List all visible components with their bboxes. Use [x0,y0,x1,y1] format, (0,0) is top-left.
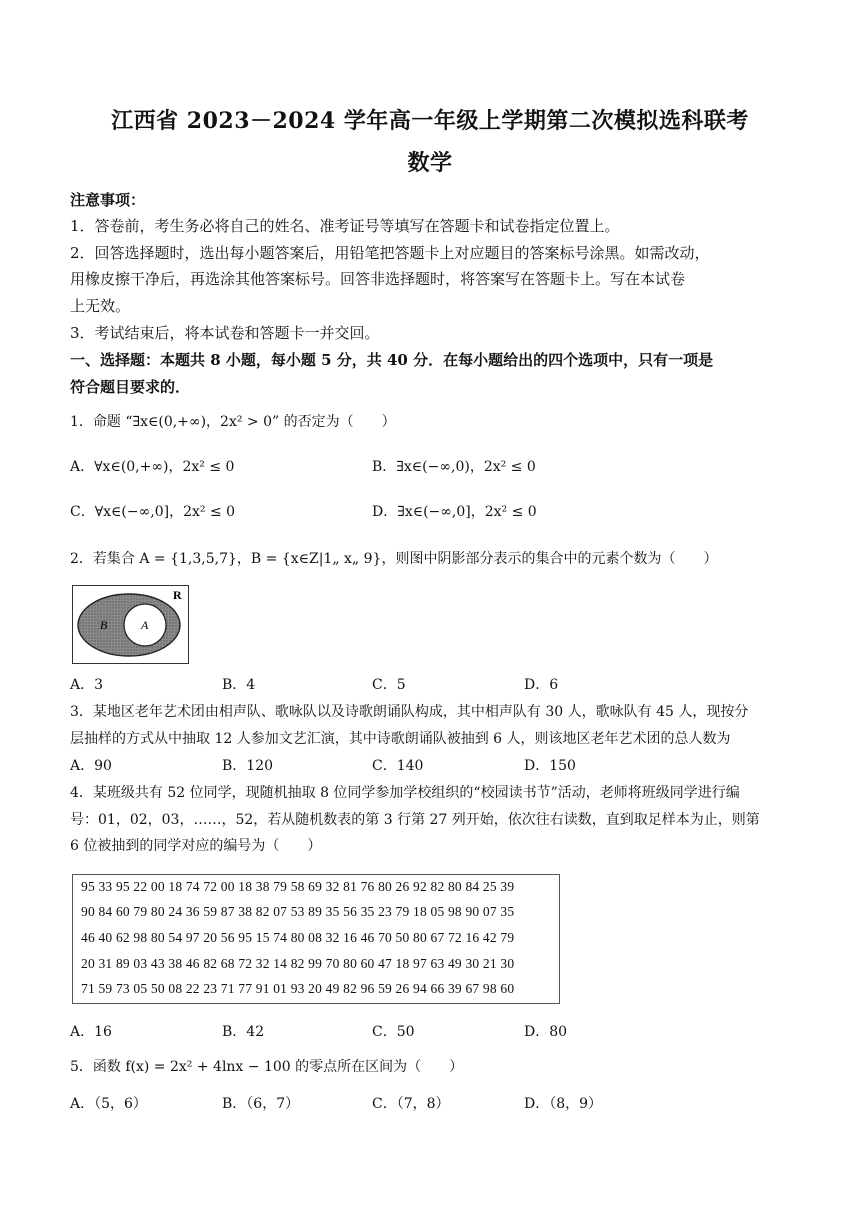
universe-label: R [173,588,182,602]
notice-item-3: 3．考试结束后，将本试卷和答题卡一并交回。 [70,324,380,342]
question-3-line-2: 层抽样的方式从中抽取 12 人参加文艺汇演，其中诗歌朗诵队被抽到 6 人，则该地区老年艺术团的总人数为 [70,731,731,747]
q4-option-c: C．50 [372,1024,415,1040]
section-heading: 一、选择题：本题共 8 小题，每小题 5 分，共 40 分．在每小题给出的四个选项中，只有一项是 [70,351,714,369]
q3-option-b: B．120 [222,758,274,774]
notice-item-2-cont: 用橡皮擦干净后，再选涂其他答案标号。回答非选择题时，将答案写在答题卡上。写在本试卷 [70,270,686,288]
q5-option-a: A．（5，6） [70,1096,147,1112]
question-2-stem: 2．若集合 A = {1,3,5,7}，B = {x∈Z|1„ x„ 9}，则图中阴影部分表示的集合中的元素个数为（ ） [70,551,718,567]
question-3-line-1: 3．某地区老年艺术团由相声队、歌咏队以及诗歌朗诵队构成，其中相声队有 30 人，歌咏队有 45 人，现按分 [70,704,749,720]
q4-option-d: D．80 [524,1024,568,1040]
question-5-stem: 5．函数 f(x) = 2x² + 4lnx − 100 的零点所在区间为（ ） [70,1059,464,1075]
q2-option-a: A．3 [70,677,104,693]
q4-option-a: A．16 [70,1024,112,1040]
set-b-label: B [100,618,108,632]
q2-option-b: B．4 [222,677,256,693]
random-table-row-1: 95 33 95 22 00 18 74 72 00 18 38 79 58 69 32 81 76 80 26 92 82 80 84 25 39 [81,879,515,894]
question-4-line-3: 6 位被抽到的同学对应的编号为（ ） [70,838,322,854]
q1-option-b: B．∃x∈(−∞,0)，2x² ≤ 0 [372,459,536,475]
q1-option-c: C．∀x∈(−∞,0]，2x² ≤ 0 [70,504,236,520]
q3-option-d: D．150 [524,758,576,774]
set-a-label: A [141,618,149,632]
notice-item-2-end: 上无效。 [70,297,131,315]
venn-svg [73,586,187,662]
exam-title: 江西省 2023－2024 学年高一年级上学期第二次模拟选科联考 [111,108,749,134]
q2-option-d: D．6 [524,677,559,693]
random-table-row-2: 90 84 60 79 80 24 36 59 87 38 82 07 53 89 35 56 35 23 79 18 05 98 90 07 35 [81,904,515,919]
notice-heading: 注意事项： [70,191,146,209]
q5-option-d: D．（8，9） [524,1096,603,1112]
question-1-stem: 1．命题 “∃x∈(0,+∞)，2x² > 0” 的否定为（ ） [70,414,396,430]
random-table-row-5: 71 59 73 05 50 08 22 23 71 77 91 01 93 20 49 82 96 59 26 94 66 39 67 98 60 [81,981,515,996]
question-4-line-1: 4．某班级共有 52 位同学，现随机抽取 8 位同学参加学校组织的“校园读书节”活动，老师将班级同学进行编 [70,785,740,801]
question-4-line-2: 号：01，02，03，……，52，若从随机数表的第 3 行第 27 列开始，依次往右读数，直到取足样本为止，则第 [70,812,760,828]
q5-option-b: B．（6，7） [222,1096,300,1112]
q3-option-c: C．140 [372,758,424,774]
random-number-table [72,874,560,1004]
notice-item-2: 2．回答选择题时，选出每小题答案后，用铅笔把答题卡上对应题目的答案标号涂黑。如需改动， [70,244,710,262]
section-heading-cont: 符合题目要求的． [70,378,191,396]
notice-item-1: 1．答卷前，考生务必将自己的姓名、准考证号等填写在答题卡和试卷指定位置上。 [70,217,620,235]
q4-option-b: B．42 [222,1024,265,1040]
q3-option-a: A．90 [70,758,112,774]
venn-diagram [72,585,189,664]
q2-option-c: C．5 [372,677,406,693]
random-table-row-3: 46 40 62 98 80 54 97 20 56 95 15 74 80 08 32 16 46 70 50 80 67 72 16 42 79 [81,930,515,945]
subject-title: 数学 [407,150,453,176]
q5-option-c: C．（7，8） [372,1096,450,1112]
q1-option-a: A．∀x∈(0,+∞)，2x² ≤ 0 [70,459,235,475]
random-table-row-4: 20 31 89 03 43 38 46 82 68 72 32 14 82 99 70 80 60 47 18 97 63 49 30 21 30 [81,956,515,971]
q1-option-d: D．∃x∈(−∞,0]，2x² ≤ 0 [372,504,537,520]
